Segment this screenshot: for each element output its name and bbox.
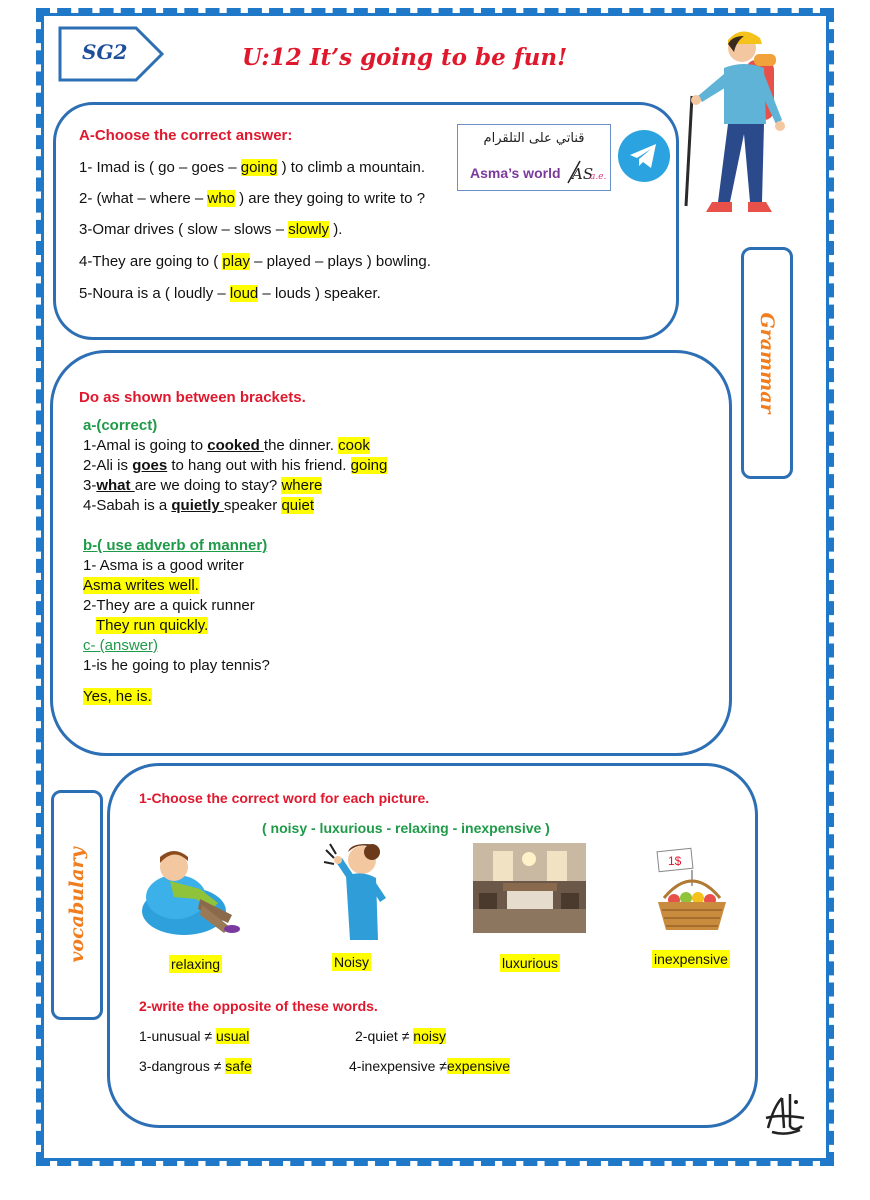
grammar-label: Grammar	[756, 312, 778, 414]
correct-item-1: 1-Amal is going to cooked the dinner. cook	[83, 437, 370, 454]
section-a-heading: A-Choose the correct answer:	[79, 127, 293, 144]
opposite-3: 3-dangrous ≠ safe	[139, 1058, 252, 1074]
telegram-channel-badge[interactable]	[457, 124, 611, 191]
adverb-answer-2: They run quickly.	[96, 617, 209, 634]
hiker-illustration	[684, 24, 792, 218]
correct-item-4: 4-Sabah is a quietly speaker quiet	[83, 497, 314, 514]
opposite-1: 1-unusual ≠ usual	[139, 1028, 250, 1044]
label-luxurious: luxurious	[502, 955, 559, 971]
vocabulary-label: vocabulary	[66, 847, 88, 963]
question-3: 3-Omar drives ( slow – slows – slowly ).	[79, 221, 343, 238]
brand-name: Asma’s world	[470, 165, 561, 181]
answer-5: loud	[229, 285, 259, 302]
question-5: 5-Noura is a ( loudly – loud – louds ) speaker.	[79, 285, 381, 302]
answer-4: play	[222, 253, 250, 270]
answer-1: going	[240, 159, 278, 176]
adverb-label: b-( use adverb of manner)	[83, 537, 268, 554]
price-tag-text: 1$	[668, 854, 682, 868]
noisy-picture	[320, 840, 392, 942]
correct-item-3: 3-what are we doing to stay? where	[83, 477, 323, 494]
question-4: 4-They are going to ( play – played – plays ) bowling.	[79, 253, 431, 270]
telegram-arabic-text: قناتي على التلقرام	[483, 131, 585, 146]
answer-response-1: Yes, he is.	[83, 688, 152, 705]
correct-label: a-(correct)	[83, 417, 158, 434]
relaxing-picture	[140, 845, 244, 937]
brand-logo-text: AS	[572, 165, 594, 183]
answer-2: who	[207, 190, 235, 207]
calligraphy-signature-icon	[760, 1088, 810, 1138]
answer-label: c- (answer)	[83, 637, 159, 654]
telegram-icon[interactable]	[618, 130, 670, 182]
answer-3: slowly	[288, 221, 330, 238]
vocabulary-tab	[51, 790, 103, 1020]
section-c-heading-1: 1-Choose the correct word for each picture.	[139, 790, 430, 806]
sg-label: SG2	[82, 40, 128, 64]
page-title: U:12 It’s going to be fun!	[242, 44, 568, 71]
word-bank: ( noisy - luxurious - relaxing - inexpensive )	[262, 820, 550, 836]
label-noisy: Noisy	[334, 954, 370, 970]
luxurious-picture	[473, 843, 586, 933]
opposite-4: 4-inexpensive ≠expensive	[349, 1058, 511, 1074]
question-1: 1- Imad is ( go – goes – going ) to climb a mountain.	[79, 159, 426, 176]
brand-logo-icon	[566, 159, 606, 185]
section-c-heading-2: 2-write the opposite of these words.	[139, 998, 378, 1014]
svg-text:a.e.: a.e.	[590, 172, 606, 182]
adverb-question-2: 2-They are a quick runner	[83, 597, 255, 614]
label-inexpensive: inexpensive	[654, 951, 728, 967]
section-b-heading: Do as shown between brackets.	[79, 389, 306, 406]
adverb-question-1: 1- Asma is a good writer	[83, 557, 244, 574]
grammar-tab	[741, 247, 793, 479]
adverb-answer-1: Asma writes well.	[83, 577, 199, 594]
correct-item-2: 2-Ali is goes to hang out with his friend. going	[83, 457, 388, 474]
inexpensive-picture	[652, 846, 732, 936]
sg-tag	[58, 26, 164, 82]
label-relaxing: relaxing	[171, 956, 221, 972]
opposite-2: 2-quiet ≠ noisy	[355, 1028, 446, 1044]
answer-question-1: 1-is he going to play tennis?	[83, 657, 270, 674]
question-2: 2- (what – where – who ) are they going to write to ?	[79, 190, 426, 207]
